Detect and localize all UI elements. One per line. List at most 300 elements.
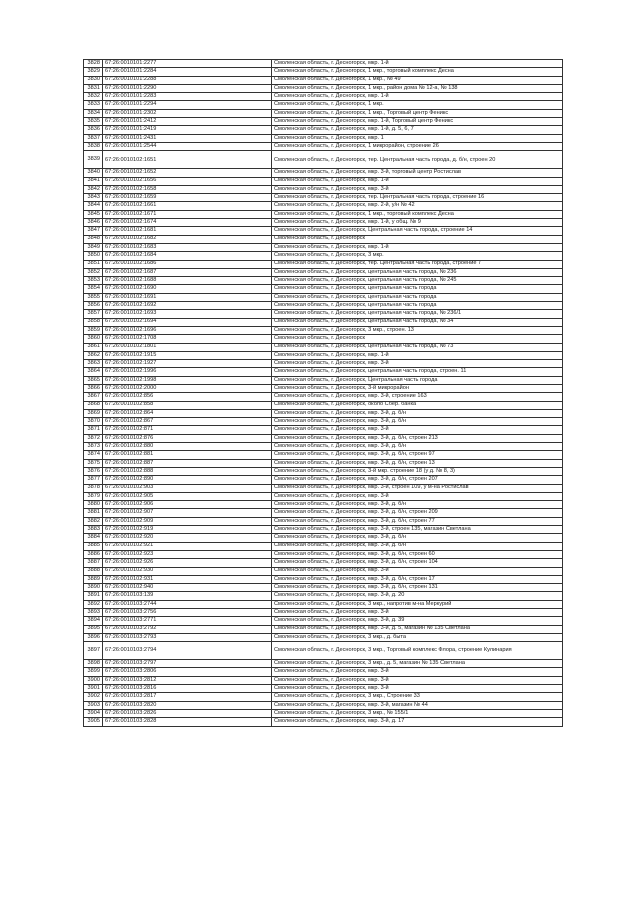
cadastral-number-cell: 67:26:0010102:1674 [103, 219, 272, 227]
cadastral-number-cell: 67:26:0010102:919 [103, 526, 272, 534]
table-row [84, 219, 563, 227]
address-cell: Смоленская область, г. Десногорск, около Сбер. банка [272, 401, 563, 409]
table-row [84, 384, 563, 392]
address-cell: Смоленская область, г. Десногорск [272, 335, 563, 343]
table-row [84, 609, 563, 617]
row-number-cell: 3892 [84, 600, 103, 608]
cadastral-number-cell: 67:26:0010102:867 [103, 418, 272, 426]
row-number-cell: 3874 [84, 451, 103, 459]
row-number-cell: 3855 [84, 293, 103, 301]
table-row [84, 335, 563, 343]
cadastral-number-cell: 67:26:0010102:1708 [103, 335, 272, 343]
cadastral-number-cell: 67:26:0010102:930 [103, 567, 272, 575]
address-cell: Смоленская область, г. Десногорск, 3 мкр. [272, 252, 563, 260]
address-cell: Смоленская область, г. Десногорск, мкр. 3-й, д. б/н [272, 418, 563, 426]
table-row [84, 227, 563, 235]
table-row [84, 534, 563, 542]
table-row [84, 151, 563, 169]
address-cell: Смоленская область, г. Десногорск, мкр. 3-й [272, 685, 563, 693]
address-cell: Смоленская область, г. Десногорск, 1 мкр., район дома № 12-а, № 138 [272, 84, 563, 92]
address-cell: Смоленская область, г. Десногорск, 3-й микрорайон [272, 384, 563, 392]
row-number-cell: 3873 [84, 443, 103, 451]
address-cell: Смоленская область, г. Десногорск, 1 мкр., торговый комплекс Десна [272, 68, 563, 76]
table-row [84, 84, 563, 92]
address-cell: Смоленская область, г. Десногорск, мкр. 1-й [272, 243, 563, 251]
row-number-cell: 3833 [84, 101, 103, 109]
row-number-cell: 3875 [84, 459, 103, 467]
cadastral-number-cell: 67:26:0010102:903 [103, 484, 272, 492]
address-cell: Смоленская область, г. Десногорск, 3-й мкр. строение 18 (у д. № 8, 3) [272, 467, 563, 475]
address-cell: Смоленская область, г. Десногорск, мкр. 3-й, д. б/н, строен 213 [272, 434, 563, 442]
row-number-cell: 3868 [84, 401, 103, 409]
address-cell: Смоленская область, г. Десногорск, 3 мкр., строен. 13 [272, 326, 563, 334]
address-cell: Смоленская область, г. Десногорск, мкр. 1-й, у общ. № 9 [272, 219, 563, 227]
table-row [84, 550, 563, 558]
cadastral-number-cell: 67:26:0010102:1656 [103, 177, 272, 185]
row-number-cell: 3849 [84, 243, 103, 251]
row-number-cell: 3882 [84, 517, 103, 525]
cadastral-number-cell: 67:26:0010102:1671 [103, 210, 272, 218]
address-cell: Смоленская область, г. Десногорск, мкр. 3-й, д. б/н, строен 97 [272, 451, 563, 459]
table-row [84, 393, 563, 401]
cadastral-number-cell: 67:26:0010102:1915 [103, 351, 272, 359]
table-row [84, 277, 563, 285]
registry-table-body [84, 60, 563, 727]
address-cell: Смоленская область, г. Десногорск, мкр. 1 [272, 134, 563, 142]
cadastral-number-cell: 67:26:0010103:2820 [103, 701, 272, 709]
address-cell: Смоленская область, г. Десногорск, 3 мкр., д. 5, магазин № 135 Светлана [272, 660, 563, 668]
cadastral-number-cell: 67:26:0010101:2544 [103, 142, 272, 150]
address-cell: Смоленская область, г. Десногорск, мкр. 3-й [272, 676, 563, 684]
address-cell: Смоленская область, г. Десногорск, мкр. 3-й, д. б/н [272, 443, 563, 451]
row-number-cell: 3838 [84, 142, 103, 150]
address-cell: Смоленская область, г. Десногорск, 1 мкр., Торговый центр Феникс [272, 109, 563, 117]
address-cell: Смоленская область, г. Десногорск, мкр. 3-й [272, 668, 563, 676]
table-row [84, 600, 563, 608]
address-cell: Смоленская область, г. Десногорск, 3 мкр., Торговый комплекс Флора, строение Кулинария [272, 642, 563, 660]
address-cell: Смоленская область, г. Десногорск, мкр. 3-й, д. б/н [272, 501, 563, 509]
address-cell: Смоленская область, г. Десногорск, 1 микрорайон, строение 26 [272, 142, 563, 150]
cadastral-number-cell: 67:26:0010101:2302 [103, 109, 272, 117]
row-number-cell: 3900 [84, 676, 103, 684]
cadastral-number-cell: 67:26:0010102:1690 [103, 285, 272, 293]
address-cell: Смоленская область, г. Десногорск, центральная часть города, № 236/1 [272, 310, 563, 318]
address-cell: Смоленская область, г. Десногорск, мкр. 1-й [272, 60, 563, 68]
table-row [84, 109, 563, 117]
table-row [84, 351, 563, 359]
table-row [84, 451, 563, 459]
row-number-cell: 3848 [84, 235, 103, 243]
row-number-cell: 3840 [84, 169, 103, 177]
address-cell: Смоленская область, г. Десногорск, центральная часть города [272, 302, 563, 310]
cadastral-number-cell: 67:26:0010102:940 [103, 584, 272, 592]
address-cell: Смоленская область, г. Десногорск, мкр. 3-й [272, 567, 563, 575]
row-number-cell: 3829 [84, 68, 103, 76]
row-number-cell: 3890 [84, 584, 103, 592]
address-cell: Смоленская область, г. Десногорск, центральная часть города, № 34 [272, 318, 563, 326]
cadastral-number-cell: 67:26:0010102:1688 [103, 277, 272, 285]
cadastral-number-cell: 67:26:0010102:1996 [103, 368, 272, 376]
table-row [84, 60, 563, 68]
address-cell: Смоленская область, г. Десногорск, мкр. 3-й, д. б/н [272, 542, 563, 550]
row-number-cell: 3884 [84, 534, 103, 542]
table-row [84, 567, 563, 575]
table-row [84, 76, 563, 84]
row-number-cell: 3898 [84, 660, 103, 668]
cadastral-number-cell: 67:26:0010102:858 [103, 401, 272, 409]
table-row [84, 559, 563, 567]
row-number-cell: 3896 [84, 633, 103, 641]
table-row [84, 617, 563, 625]
table-row [84, 126, 563, 134]
row-number-cell: 3837 [84, 134, 103, 142]
address-cell: Смоленская область, г. Десногорск, мкр. 3-й [272, 492, 563, 500]
table-row [84, 476, 563, 484]
cadastral-number-cell: 67:26:0010102:1682 [103, 235, 272, 243]
cadastral-number-cell: 67:26:0010102:864 [103, 409, 272, 417]
table-row [84, 467, 563, 475]
row-number-cell: 3860 [84, 335, 103, 343]
cadastral-number-cell: 67:26:0010102:906 [103, 501, 272, 509]
row-number-cell: 3889 [84, 575, 103, 583]
address-cell: Смоленская область, г. Десногорск, 3 мкр., Строение 33 [272, 693, 563, 701]
address-cell: Смоленская область, г. Десногорск, мкр. 3-й, магазин № 44 [272, 701, 563, 709]
cadastral-number-cell: 67:26:0010103:2792 [103, 625, 272, 633]
row-number-cell: 3851 [84, 260, 103, 268]
cadastral-number-cell: 67:26:0010101:2419 [103, 126, 272, 134]
table-row [84, 368, 563, 376]
cadastral-number-cell: 67:26:0010103:139 [103, 592, 272, 600]
address-cell: Смоленская область, г. Десногорск, мкр. 3-й, д. б/н [272, 409, 563, 417]
row-number-cell: 3887 [84, 559, 103, 567]
row-number-cell: 3901 [84, 685, 103, 693]
table-row [84, 517, 563, 525]
address-cell: Смоленская область, г. Десногорск, центральная часть города, № 245 [272, 277, 563, 285]
cadastral-number-cell: 67:26:0010101:2283 [103, 93, 272, 101]
table-row [84, 693, 563, 701]
row-number-cell: 3888 [84, 567, 103, 575]
row-number-cell: 3834 [84, 109, 103, 117]
address-cell: Смоленская область, г. Десногорск, мкр. 1-й [272, 351, 563, 359]
row-number-cell: 3862 [84, 351, 103, 359]
cadastral-number-cell: 67:26:0010102:1681 [103, 227, 272, 235]
row-number-cell: 3877 [84, 476, 103, 484]
cadastral-number-cell: 67:26:0010102:1661 [103, 202, 272, 210]
row-number-cell: 3857 [84, 310, 103, 318]
table-row [84, 701, 563, 709]
row-number-cell: 3864 [84, 368, 103, 376]
cadastral-number-cell: 67:26:0010102:856 [103, 393, 272, 401]
row-number-cell: 3867 [84, 393, 103, 401]
table-row [84, 235, 563, 243]
row-number-cell: 3895 [84, 625, 103, 633]
cadastral-number-cell: 67:26:0010103:2793 [103, 633, 272, 641]
address-cell: Смоленская область, г. Десногорск, мкр. 3-й, строение 163 [272, 393, 563, 401]
cadastral-number-cell: 67:26:0010102:876 [103, 434, 272, 442]
address-cell: Смоленская область, г. Десногорск, центральная часть города, № 73 [272, 343, 563, 351]
address-cell: Смоленская область, г. Десногорск, мкр. 3-й, торговый центр Ростислав [272, 169, 563, 177]
cadastral-number-cell: 67:26:0010102:1659 [103, 194, 272, 202]
row-number-cell: 3870 [84, 418, 103, 426]
row-number-cell: 3836 [84, 126, 103, 134]
row-number-cell: 3905 [84, 718, 103, 726]
table-row [84, 318, 563, 326]
address-cell: Смоленская область, г. Десногорск, тер. Центральная часть города, д. б/н, строен 20 [272, 151, 563, 169]
table-row [84, 260, 563, 268]
row-number-cell: 3871 [84, 426, 103, 434]
table-row [84, 718, 563, 726]
row-number-cell: 3852 [84, 268, 103, 276]
row-number-cell: 3847 [84, 227, 103, 235]
table-row [84, 177, 563, 185]
table-row [84, 501, 563, 509]
row-number-cell: 3856 [84, 302, 103, 310]
row-number-cell: 3853 [84, 277, 103, 285]
cadastral-number-cell: 67:26:0010102:923 [103, 550, 272, 558]
cadastral-number-cell: 67:26:0010101:2277 [103, 60, 272, 68]
cadastral-number-cell: 67:26:0010103:2756 [103, 609, 272, 617]
cadastral-number-cell: 67:26:0010102:1694 [103, 318, 272, 326]
address-cell: Смоленская область, г. Десногорск, мкр. 2-й, у/н № 42 [272, 202, 563, 210]
address-cell: Смоленская область, г. Десногорск, центральная часть города [272, 293, 563, 301]
cadastral-number-cell: 67:26:0010102:1693 [103, 310, 272, 318]
row-number-cell: 3843 [84, 194, 103, 202]
row-number-cell: 3876 [84, 467, 103, 475]
cadastral-number-cell: 67:26:0010101:2288 [103, 76, 272, 84]
table-row [84, 676, 563, 684]
row-number-cell: 3903 [84, 701, 103, 709]
address-cell: Смоленская область, г. Десногорск [272, 235, 563, 243]
row-number-cell: 3835 [84, 118, 103, 126]
address-cell: Смоленская область, г. Десногорск, Центральная часть города, строение 14 [272, 227, 563, 235]
row-number-cell: 3842 [84, 185, 103, 193]
table-row [84, 134, 563, 142]
address-cell: Смоленская область, г. Десногорск, тер. Центральная часть города, строение 16 [272, 194, 563, 202]
cadastral-number-cell: 67:26:0010103:2816 [103, 685, 272, 693]
cadastral-number-cell: 67:26:0010102:890 [103, 476, 272, 484]
table-row [84, 210, 563, 218]
row-number-cell: 3893 [84, 609, 103, 617]
address-cell: Смоленская область, г. Десногорск, мкр. 1-й, Торговый центр Феникс [272, 118, 563, 126]
address-cell: Смоленская область, г. Десногорск, мкр. 3-й [272, 609, 563, 617]
cadastral-number-cell: 67:26:0010102:931 [103, 575, 272, 583]
table-row [84, 376, 563, 384]
address-cell: Смоленская область, г. Десногорск, мкр. 3-й, д. 5, магазин № 135 Светлана [272, 625, 563, 633]
table-row [84, 434, 563, 442]
table-row [84, 326, 563, 334]
cadastral-number-cell: 67:26:0010102:920 [103, 534, 272, 542]
cadastral-number-cell: 67:26:0010103:2744 [103, 600, 272, 608]
table-row [84, 484, 563, 492]
table-row [84, 459, 563, 467]
cadastral-number-cell: 67:26:0010102:887 [103, 459, 272, 467]
table-row [84, 509, 563, 517]
address-cell: Смоленская область, г. Десногорск, 3 мкр., напротив м-на Меркурий [272, 600, 563, 608]
table-row [84, 142, 563, 150]
row-number-cell: 3891 [84, 592, 103, 600]
cadastral-number-cell: 67:26:0010102:1696 [103, 326, 272, 334]
row-number-cell: 3885 [84, 542, 103, 550]
cadastral-number-cell: 67:26:0010101:2431 [103, 134, 272, 142]
cadastral-number-cell: 67:26:0010101:2290 [103, 84, 272, 92]
cadastral-number-cell: 67:26:0010102:880 [103, 443, 272, 451]
address-cell: Смоленская область, г. Десногорск, мкр. 3-й [272, 360, 563, 368]
table-row [84, 101, 563, 109]
address-cell: Смоленская область, г. Десногорск, центральная часть города [272, 285, 563, 293]
table-row [84, 343, 563, 351]
cadastral-number-cell: 67:26:0010102:1652 [103, 169, 272, 177]
row-number-cell: 3894 [84, 617, 103, 625]
address-cell: Смоленская область, г. Десногорск, центральная часть города, № 236 [272, 268, 563, 276]
row-number-cell: 3861 [84, 343, 103, 351]
cadastral-number-cell: 67:26:0010102:1684 [103, 252, 272, 260]
row-number-cell: 3883 [84, 526, 103, 534]
table-row [84, 68, 563, 76]
row-number-cell: 3844 [84, 202, 103, 210]
cadastral-number-cell: 67:26:0010102:1927 [103, 360, 272, 368]
address-cell: Смоленская область, г. Десногорск, мкр. 3-й, д. б/н, строен 60 [272, 550, 563, 558]
cadastral-number-cell: 67:26:0010102:1651 [103, 151, 272, 169]
table-row [84, 310, 563, 318]
cadastral-number-cell: 67:26:0010103:2817 [103, 693, 272, 701]
address-cell: Смоленская область, г. Десногорск, мкр. 3-й, д. 39 [272, 617, 563, 625]
table-row [84, 243, 563, 251]
table-row [84, 592, 563, 600]
address-cell: Смоленская область, г. Десногорск, мкр. 3-й, д. б/н, строен 209 [272, 509, 563, 517]
row-number-cell: 3886 [84, 550, 103, 558]
table-row [84, 409, 563, 417]
cadastral-number-cell: 67:26:0010102:1683 [103, 243, 272, 251]
row-number-cell: 3865 [84, 376, 103, 384]
cadastral-number-cell: 67:26:0010101:2294 [103, 101, 272, 109]
cadastral-number-cell: 67:26:0010102:871 [103, 426, 272, 434]
address-cell: Смоленская область, г. Десногорск, 3 мкр., д. быта [272, 633, 563, 641]
cadastral-number-cell: 67:26:0010103:2794 [103, 642, 272, 660]
table-row [84, 575, 563, 583]
address-cell: Смоленская область, г. Десногорск, 1 мкр., торговый комплекс Десна [272, 210, 563, 218]
table-row [84, 443, 563, 451]
table-row [84, 202, 563, 210]
address-cell: Смоленская область, г. Десногорск, мкр. 1-й [272, 177, 563, 185]
cadastral-number-cell: 67:26:0010102:1998 [103, 376, 272, 384]
cadastral-number-cell: 67:26:0010102:1692 [103, 302, 272, 310]
table-row [84, 285, 563, 293]
table-row [84, 709, 563, 717]
address-cell: Смоленская область, г. Десногорск, мкр. 1-й, д. 5, 6, 7 [272, 126, 563, 134]
cadastral-number-cell: 67:26:0010102:921 [103, 542, 272, 550]
row-number-cell: 3828 [84, 60, 103, 68]
row-number-cell: 3899 [84, 668, 103, 676]
table-row [84, 526, 563, 534]
table-row [84, 293, 563, 301]
row-number-cell: 3854 [84, 285, 103, 293]
address-cell: Смоленская область, г. Десногорск, центральная часть города, строен. 11 [272, 368, 563, 376]
address-cell: Смоленская область, г. Десногорск, 1 мкр. [272, 101, 563, 109]
row-number-cell: 3872 [84, 434, 103, 442]
row-number-cell: 3831 [84, 84, 103, 92]
table-row [84, 642, 563, 660]
cadastral-number-cell: 67:26:0010102:926 [103, 559, 272, 567]
address-cell: Смоленская область, г. Десногорск, мкр. 3-й, д. 20 [272, 592, 563, 600]
address-cell: Смоленская область, г. Десногорск, мкр. 3-й, д. б/н, строен 131 [272, 584, 563, 592]
cadastral-number-cell: 67:26:0010102:1691 [103, 293, 272, 301]
row-number-cell: 3850 [84, 252, 103, 260]
row-number-cell: 3859 [84, 326, 103, 334]
table-row [84, 169, 563, 177]
cadastral-number-cell: 67:26:0010102:2000 [103, 384, 272, 392]
table-row [84, 93, 563, 101]
table-row [84, 584, 563, 592]
cadastral-number-cell: 67:26:0010102:1686 [103, 260, 272, 268]
row-number-cell: 3897 [84, 642, 103, 660]
row-number-cell: 3869 [84, 409, 103, 417]
row-number-cell: 3830 [84, 76, 103, 84]
address-cell: Смоленская область, г. Десногорск, 3 мкр., № 155/1 [272, 709, 563, 717]
address-cell: Смоленская область, г. Десногорск, мкр. 3-й [272, 426, 563, 434]
cadastral-number-cell: 67:26:0010102:907 [103, 509, 272, 517]
table-row [84, 625, 563, 633]
table-row [84, 418, 563, 426]
row-number-cell: 3858 [84, 318, 103, 326]
table-row [84, 118, 563, 126]
property-registry-table [83, 59, 563, 727]
cadastral-number-cell: 67:26:0010101:2412 [103, 118, 272, 126]
cadastral-number-cell: 67:26:0010101:2284 [103, 68, 272, 76]
address-cell: Смоленская область, г. Десногорск, тер. Центральная часть города, строение 7 [272, 260, 563, 268]
address-cell: Смоленская область, г. Десногорск, мкр. 3-й [272, 185, 563, 193]
row-number-cell: 3832 [84, 93, 103, 101]
row-number-cell: 3880 [84, 501, 103, 509]
row-number-cell: 3839 [84, 151, 103, 169]
row-number-cell: 3863 [84, 360, 103, 368]
table-row [84, 268, 563, 276]
table-row [84, 633, 563, 641]
address-cell: Смоленская область, г. Десногорск, мкр. 1-й [272, 93, 563, 101]
address-cell: Смоленская область, г. Десногорск, мкр. 3-й, д. б/н, строен 17 [272, 575, 563, 583]
row-number-cell: 3866 [84, 384, 103, 392]
cadastral-number-cell: 67:26:0010102:1658 [103, 185, 272, 193]
row-number-cell: 3902 [84, 693, 103, 701]
address-cell: Смоленская область, г. Десногорск, мкр. 3-й, д. б/н, строен 77 [272, 517, 563, 525]
table-row [84, 668, 563, 676]
address-cell: Смоленская область, г. Десногорск, Центральная часть города [272, 376, 563, 384]
address-cell: Смоленская область, г. Десногорск, мкр. 3-й, д. 17 [272, 718, 563, 726]
row-number-cell: 3878 [84, 484, 103, 492]
cadastral-number-cell: 67:26:0010102:909 [103, 517, 272, 525]
table-row [84, 302, 563, 310]
table-row [84, 542, 563, 550]
row-number-cell: 3841 [84, 177, 103, 185]
table-row [84, 426, 563, 434]
table-row [84, 660, 563, 668]
cadastral-number-cell: 67:26:0010102:905 [103, 492, 272, 500]
table-row [84, 252, 563, 260]
cadastral-number-cell: 67:26:0010103:2812 [103, 676, 272, 684]
address-cell: Смоленская область, г. Десногорск, мкр. 3-й, д. б/н [272, 534, 563, 542]
table-row [84, 685, 563, 693]
cadastral-number-cell: 67:26:0010103:2826 [103, 709, 272, 717]
address-cell: Смоленская область, г. Десногорск, мкр. 3-й, д. б/н, строен 13 [272, 459, 563, 467]
row-number-cell: 3846 [84, 219, 103, 227]
address-cell: Смоленская область, г. Десногорск, мкр. 3-й, строен 135, магазин Светлана [272, 526, 563, 534]
cadastral-number-cell: 67:26:0010102:1687 [103, 268, 272, 276]
cadastral-number-cell: 67:26:0010103:2797 [103, 660, 272, 668]
table-row [84, 185, 563, 193]
table-row [84, 194, 563, 202]
cadastral-number-cell: 67:26:0010102:888 [103, 467, 272, 475]
cadastral-number-cell: 67:26:0010102:881 [103, 451, 272, 459]
address-cell: Смоленская область, г. Десногорск, 1 мкр., № 49 [272, 76, 563, 84]
